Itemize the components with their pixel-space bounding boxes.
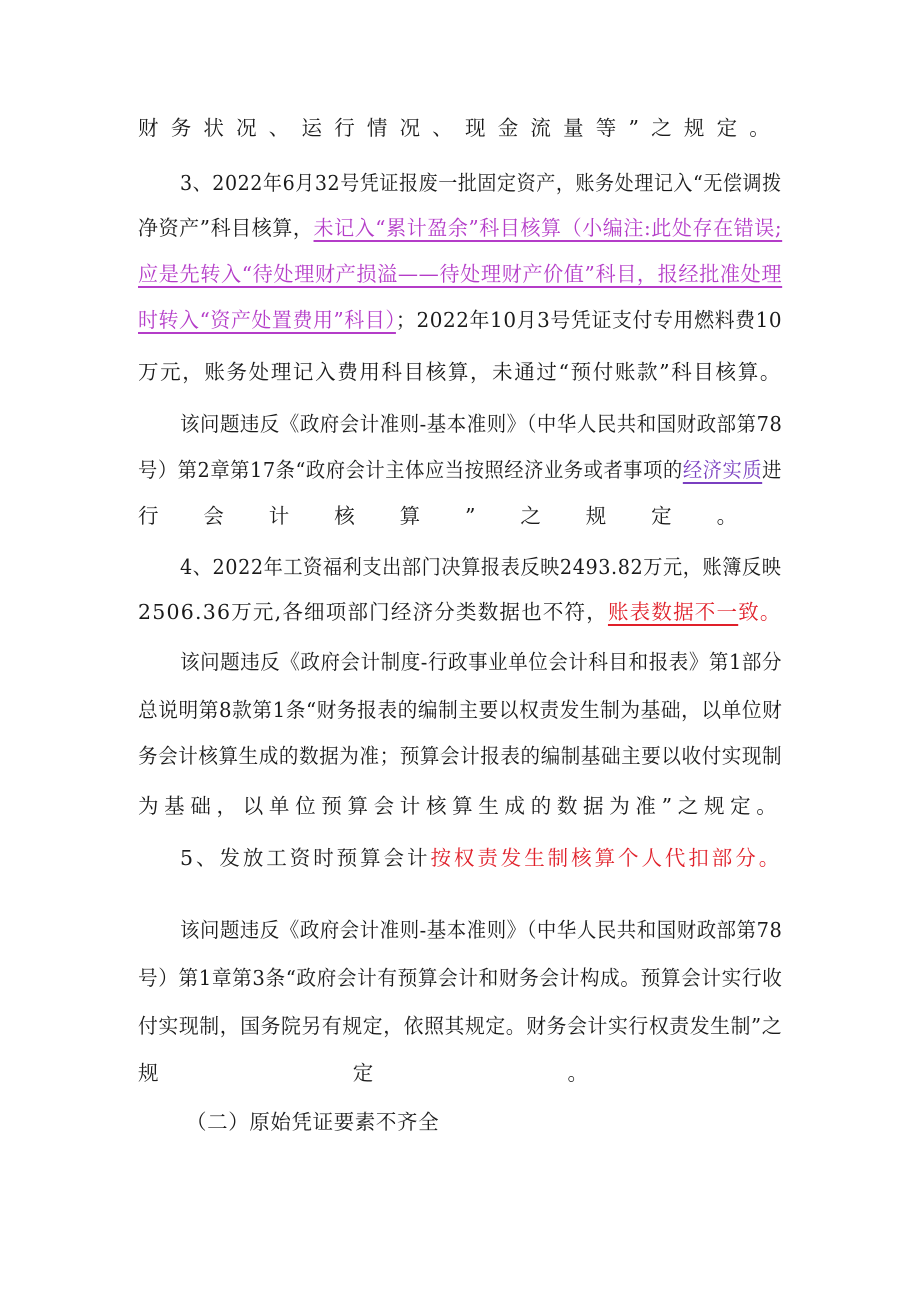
text-line: [138, 958, 782, 998]
text-line: [138, 254, 782, 294]
text-segment: 该问题违反《政府会计准则-基本准则》（中华人民共和国财政部第78: [180, 918, 783, 942]
text-segment: 4、2022年工资福利支出部门决算报表反映2493.82万元，账簿反映: [180, 555, 782, 579]
text-segment: 财务状况、运行情况、现金流量等”之规定。: [138, 116, 782, 140]
text-segment: 付实现制，国务院另有规定，依照其规定。财务会计实行权责发生制”之: [138, 1014, 783, 1038]
text-segment: 务会计核算生成的数据为准；预算会计报表的编制基础主要以收付实现制: [138, 744, 783, 768]
text-segment: 2506.36万元,各细项部门经济分类数据也不符，: [138, 600, 608, 624]
text-segment: 规定。: [138, 1061, 783, 1085]
text-segment: 万元，账务处理记入费用科目核算，未通过“预付账款”科目核算。: [138, 360, 782, 384]
highlight-text: 按权责发生制核算个人代扣部分。: [430, 846, 783, 870]
text-line: [180, 910, 782, 950]
text-line: [138, 208, 782, 248]
text-segment: 该问题违反《政府会计制度-行政事业单位会计科目和报表》第1部分: [180, 650, 783, 674]
text-line: [138, 496, 782, 536]
text-segment: 净资产”科目核算，: [138, 216, 314, 240]
link-text[interactable]: 经济实质: [682, 458, 763, 482]
text-segment: 行会计核算”之规定。: [138, 504, 782, 528]
text-line: [138, 1053, 782, 1093]
text-segment: 3、2022年6月32号凭证报废一批固定资产，账务处理记入“无偿调拨: [180, 171, 782, 195]
text-line: [138, 300, 782, 340]
text-segment: 5、发放工资时预算会计: [180, 846, 431, 870]
text-line: [138, 592, 782, 632]
text-line: [180, 404, 782, 444]
text-segment: 进: [762, 458, 783, 482]
text-line: [186, 1102, 439, 1142]
text-segment: （二）原始凭证要素不齐全: [186, 1110, 440, 1134]
text-segment: 该问题违反《政府会计准则-基本准则》（中华人民共和国财政部第78: [180, 412, 783, 436]
text-line: [138, 786, 782, 826]
text-segment: 为基础，以单位预算会计核算生成的数据为准”之规定。: [138, 794, 783, 818]
text-segment: 号）第1章第3条“政府会计有预算会计和财务会计构成。预算会计实行收: [138, 966, 783, 990]
highlight-text: 致。: [738, 600, 782, 624]
text-segment: 号）第2章第17条“政府会计主体应当按照经济业务或者事项的: [138, 458, 683, 482]
text-segment: ；2022年10月3号凭证支付专用燃料费10: [395, 308, 783, 332]
text-line: [138, 450, 782, 490]
text-line: [180, 547, 782, 587]
text-line: [180, 838, 782, 878]
text-line: [138, 352, 782, 392]
highlight-text: 账表数据不一: [607, 600, 739, 624]
text-line: [138, 1006, 782, 1046]
text-line: [138, 736, 782, 776]
text-segment: 总说明第8款第1条“财务报表的编制主要以权责发生制为基础，以单位财: [138, 698, 783, 722]
highlight-text: 时转入“资产处置费用”科目）: [138, 308, 396, 332]
text-line: [180, 642, 782, 682]
highlight-text: 应是先转入“待处理财产损溢——待处理财产价值”科目，报经批准处理: [138, 262, 783, 286]
text-line: [138, 690, 782, 730]
highlight-text: 未记入“累计盈余”科目核算（小编注:此处存在错误;: [313, 216, 783, 240]
text-line: [138, 108, 782, 148]
text-line: [180, 163, 782, 203]
